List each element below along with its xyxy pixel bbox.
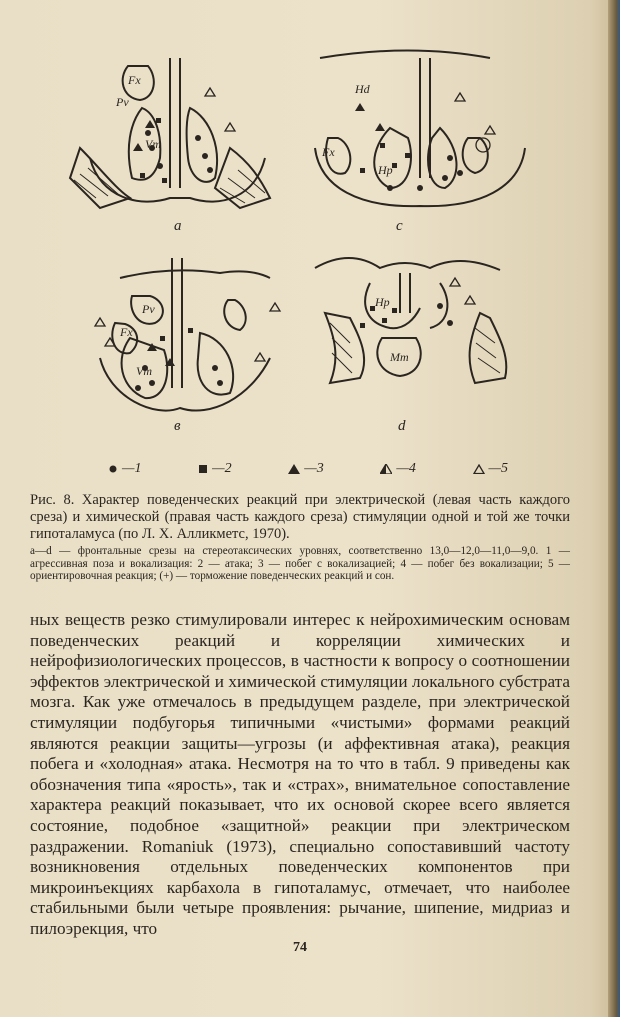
legend-item-2	[198, 461, 231, 477]
panel-c-outline	[315, 51, 525, 207]
legend-item-5	[473, 461, 508, 477]
legend-item-4	[380, 461, 415, 477]
svg-text:Hp: Hp	[375, 295, 390, 309]
page-number: 74	[293, 940, 307, 955]
svg-text:Mm: Mm	[390, 350, 409, 364]
figure-drawing	[60, 38, 580, 478]
svg-text:d: d	[398, 418, 406, 434]
figure-caption	[30, 492, 570, 543]
legend-label: —1	[122, 461, 142, 476]
svg-text:Vm: Vm	[136, 364, 152, 378]
figure-8	[60, 38, 580, 478]
filled-square-icon	[198, 464, 208, 474]
svg-text:Pv: Pv	[142, 302, 155, 316]
legend-label: —4	[396, 461, 416, 476]
svg-text:Hd: Hd	[355, 82, 370, 96]
half-filled-triangle-icon	[380, 464, 392, 474]
svg-text:в: в	[174, 418, 181, 434]
svg-text:Fx: Fx	[322, 145, 335, 159]
svg-text:Vm: Vm	[145, 137, 161, 151]
legend-label: —3	[304, 461, 324, 476]
legend-label: —2	[212, 461, 232, 476]
svg-text:c: c	[396, 218, 403, 234]
body-paragraph: ных веществ резко стимулировали интерес к нейрохимическим основам поведенческих реакций и корреляции химических и нейрофизиологических процессов, в частности к вопросу о соотношении эффектов электрической и химической стимуляции локального субстрата мозга. Как уже отмечалось в предыдущем разделе, при электрической стимуляции подбугорья типичными «чистыми» формами реакций являются реакции защиты—угрозы (и аффективная атака), реакция побега и «холодная» атака. Несмотря на то что в табл. 9 приведены как обозначения типа «ярость», так и «страх», внимательное сопоставление характера реакций показывает, что их основой скорее всего является состояние, подобное «защитной» реакции при электрическом раздражении. Romaniuk (1973), специально сопоставивший частоту возникновения отдельных поведенческих компонентов при микроинъекциях карбахола в гипоталамус, отмечает, что наиболее стабильными были четыре проявления: рычание, шипение, мидриаз и пилоэрекция, что	[30, 610, 570, 938]
panel-a-outline	[70, 58, 270, 208]
caption-title: Рис. 8. Характер поведенческих реакций при электрической (левая часть каждого среза) и химической (правая часть каждого среза) стимуляции одной и той же точки гипоталамуса (по Л. Х. Алликметс, 1970).	[30, 492, 570, 542]
open-triangle-icon	[473, 464, 485, 474]
legend-item-3	[288, 461, 323, 477]
svg-text:Pv: Pv	[116, 95, 129, 109]
svg-text:Fx: Fx	[120, 325, 133, 339]
filled-triangle-icon	[288, 464, 300, 474]
book-spine-edge	[608, 0, 620, 1017]
body-text	[30, 610, 570, 940]
figure-legend	[108, 458, 508, 480]
caption-note: a—d — фронтальные срезы на стереотаксических уровнях, соответственно 13,0—12,0—11,0—9,0. 1 — агрессивная поза и вокализация: 2 — атака; 3 — побег с вокализацией; 4 — побег без вокализации; 5 — ориентировочная реакция; (+) — торможение поведенческих реакций и сон.	[30, 545, 570, 582]
legend-item-1	[108, 461, 141, 477]
svg-text:a: a	[174, 218, 182, 234]
legend-label: —5	[488, 461, 508, 476]
svg-text:Hp: Hp	[378, 163, 393, 177]
filled-circle-icon	[108, 464, 118, 474]
svg-text:Fx: Fx	[128, 73, 141, 87]
